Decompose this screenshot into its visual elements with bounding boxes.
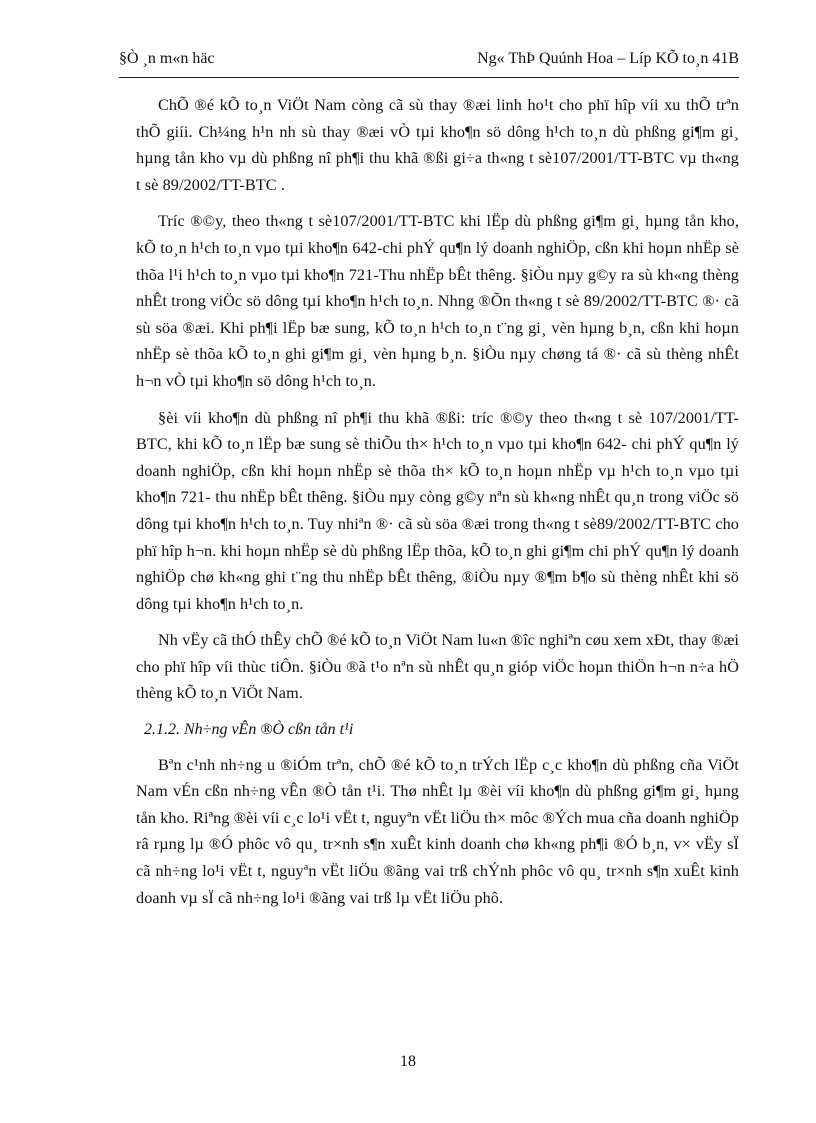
- page-body: [136, 92, 739, 921]
- paragraph: Nh vËy cã thÓ thÊy chÕ ®é kÕ to¸n ViÖt Nam lu«n ®îc nghiªn cøu xem xÐt, thay ®æi cho phï hîp víi thùc tiÔn. §iÒu ®ã t¹o nªn sù nhÊt qu¸n gióp viÖc hoµn thiÖn h¬n n÷a hÖ thèng kÕ to¸n ViÖt Nam.: [136, 631, 739, 703]
- paragraph: Tríc ®©y, theo th«ng t sè107/2001/TT-BTC khi lËp dù phßng gi¶m gi¸ hµng tån kho, kÕ to¸n h¹ch to¸n vµo tµi kho¶n 642-chi phÝ qu¶n lý doanh nghiÖp, cßn khi hoµn nhËp sè thõa l¹i h¹ch to¸n vµo tµi kho¶n 721-Thu nhËp bÊt thêng. §iÒu nµy g©y ra sù kh«ng thèng nhÊt trong viÖc sö dông tµi kho¶n h¹ch to¸n. Nhng ®Õn th«ng t sè 89/2002/TT-BTC ®· cã sù söa ®æi. Khi ph¶i lËp bæ sung, kÕ to¸n h¹ch to¸n t¨ng gi¸ vèn hµng b¸n, cßn khi hoµn nhËp sè thõa kÕ to¸n ghi gi¶m gi¸ vèn hµng b¸n. §iÒu nµy chøng tá ®· cã sù thèng nhÊt h¬n vÒ tµi kho¶n sö dông h¹ch to¸n.: [136, 212, 739, 390]
- header-divider: [119, 77, 739, 78]
- paragraph: ChÕ ®é kÕ to¸n ViÖt Nam còng cã sù thay ®æi linh ho¹t cho phï hîp víi xu thÕ trªn thÕ giíi. Ch¼ng h¹n nh sù thay ®æi vÒ tµi kho¶n sö dông h¹ch to¸n dù phßng gi¶m gi¸ hµng tån kho vµ dù phßng nî ph¶i thu khã ®ßi gi÷a th«ng t sè107/2001/TT-BTC vµ th«ng t sè 89/2002/TT-BTC .: [136, 96, 739, 194]
- header-document-title: §Ò ¸n m«n häc: [119, 50, 215, 67]
- paragraph: Bªn c¹nh nh÷ng u ®iÓm trªn, chÕ ®é kÕ to¸n trÝch lËp c¸c kho¶n dù phßng cña ViÖt Nam vÉn cßn nh÷ng vÊn ®Ò tån t¹i. Thø nhÊt lµ ®èi víi kho¶n dù phßng gi¶m gi¸ hµng tån kho. Riªng ®èi víi c¸c lo¹i vËt t, nguyªn vËt liÖu th× môc ®Ých mua cña doanh nghiÖp râ rµng lµ ®Ó phôc vô qu¸ tr×nh s¶n xuÊt kinh doanh chø kh«ng ph¶i ®Ó b¸n, v× vËy sÏ cã nh÷ng lo¹i vËt t, nguyªn vËt liÖu ®ãng vai trß chÝnh phôc vô qu¸ tr×nh s¶n xuÊt kinh doanh vµ sÏ cã nh÷ng lo¹i ®ãng vai trß lµ vËt liÖu phô.: [136, 755, 739, 907]
- paragraph: §èi víi kho¶n dù phßng nî ph¶i thu khã ®ßi: tríc ®©y theo th«ng t sè 107/2001/TT-BTC, khi kÕ to¸n lËp bæ sung sè thiÕu th× h¹ch to¸n vµo tµi kho¶n 642- chi phÝ qu¶n lý doanh nghiÖp, cßn khi hoµn nhËp sè thõa th× kÕ to¸n hoµn nhËp vµ h¹ch to¸n vµo tµi kho¶n 721- thu nhËp bÊt thêng. §iÒu nµy còng g©y nªn sù kh«ng nhÊt qu¸n trong viÖc sö dông tµi kho¶n h¹ch to¸n. Tuy nhiªn ®· cã sù söa ®æi trong th«ng t sè89/2002/TT-BTC cho phï hîp h¬n. khi hoµn nhËp sè dù phßng lËp thõa, kÕ to¸n ghi gi¶m chi phÝ qu¶n lý doanh nghiÖp chø kh«ng ghi t¨ng thu nhËp bÊt thêng, ®iÒu nµy ®¶m b¶o sù thèng nhÊt khi sö dông tµi kho¶n h¹ch to¸n.: [136, 408, 739, 613]
- section-subheading: 2.1.2. Nh÷ng vÊn ®Ò cßn tån t¹i: [144, 721, 354, 739]
- page-number: 18: [400, 1053, 416, 1070]
- header-author: Ng« ThÞ Quúnh Hoa – Líp KÕ to¸n 41B: [477, 50, 739, 67]
- page-header: [119, 50, 739, 74]
